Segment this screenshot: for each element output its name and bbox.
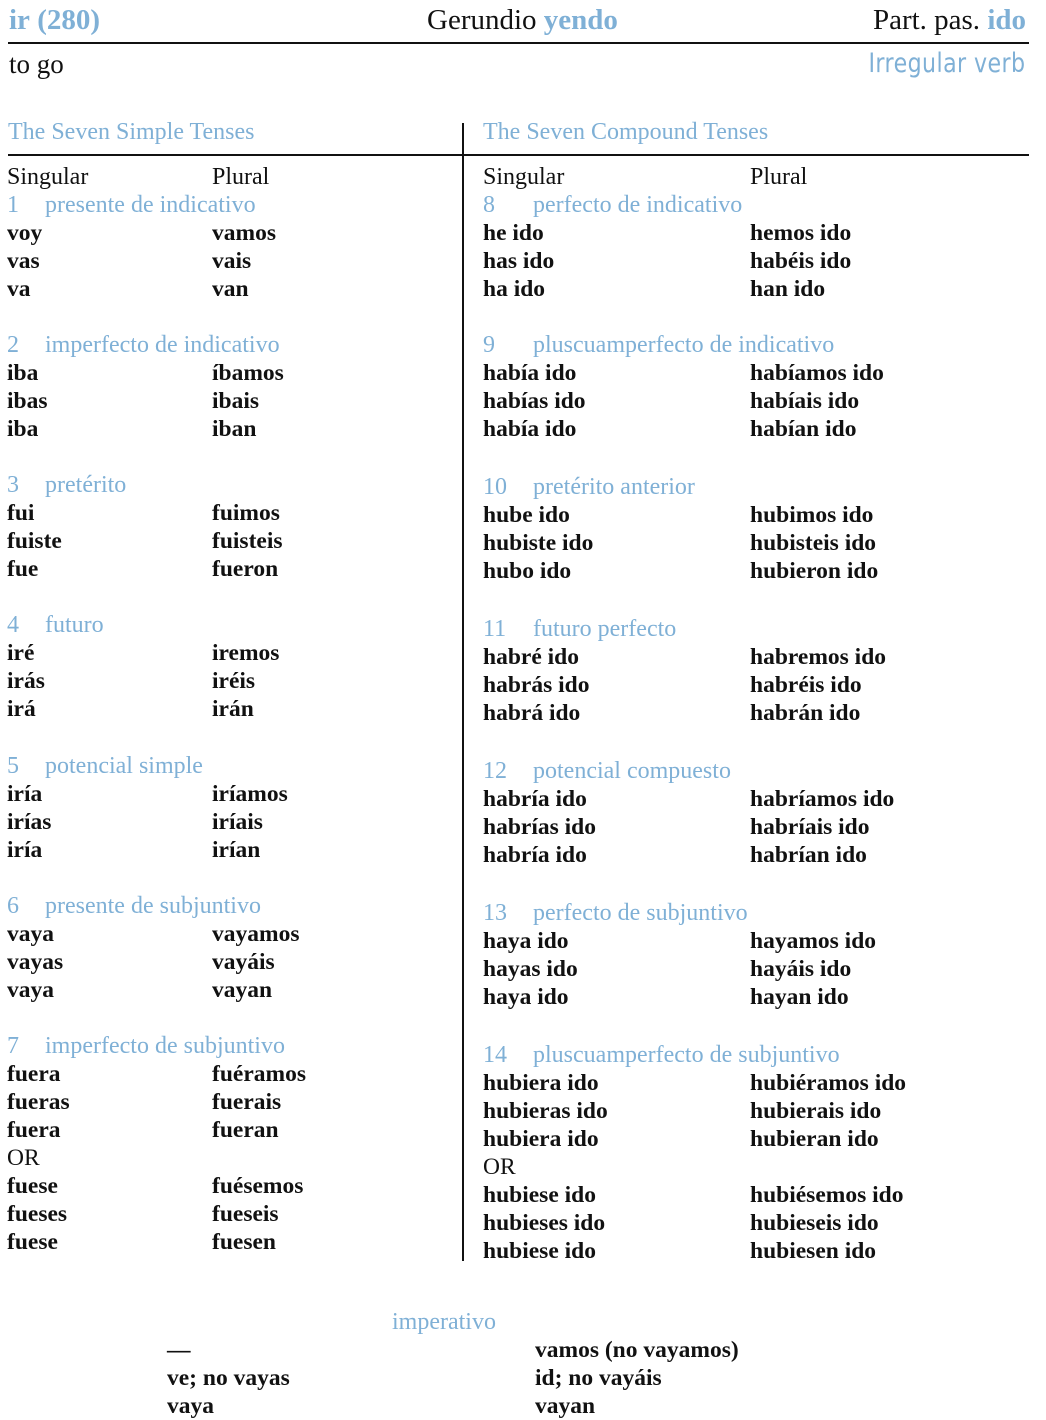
plural-form: vamos [212, 220, 276, 246]
verb-number: (280) [37, 4, 101, 36]
singular-form: iría [7, 781, 43, 807]
conjugation-row [7, 275, 457, 303]
number-header [483, 163, 1033, 191]
imperative-singular: vaya [167, 1393, 214, 1419]
tense-name: imperfecto de subjuntivo [45, 1033, 285, 1059]
conjugation-row [483, 275, 1033, 303]
conjugation-row [483, 529, 1033, 557]
gerund-label: Gerundio [427, 4, 537, 36]
singular-form: has ido [483, 248, 555, 274]
plural-form: han ido [750, 276, 826, 302]
singular-form: vaya [7, 921, 54, 947]
tense-title [7, 471, 457, 499]
tense-title [7, 611, 457, 639]
tense-block-3 [7, 471, 457, 583]
tense-name: perfecto de indicativo [533, 192, 743, 218]
tense-block-13 [483, 899, 1033, 1011]
plural-form: hemos ido [750, 220, 852, 246]
verb-heading [9, 2, 100, 38]
tense-block-9 [483, 331, 1033, 443]
plural-form: hayan ido [750, 984, 849, 1010]
plural-form: habían ido [750, 416, 857, 442]
tense-name: pretérito anterior [533, 474, 695, 500]
plural-form: fueron [212, 556, 279, 582]
conjugation-row [7, 1116, 457, 1144]
conjugation-row [483, 1181, 1033, 1209]
conjugation-row [7, 836, 457, 864]
conjugation-row [483, 387, 1033, 415]
plural-form: ibais [212, 388, 260, 414]
plural-form: fuesen [212, 1229, 276, 1255]
singular-form: fue [7, 556, 39, 582]
or-separator: OR [7, 1145, 40, 1171]
singular-form: hubiese ido [483, 1238, 596, 1264]
plural-form: iríamos [212, 781, 288, 807]
singular-form: hubieras ido [483, 1098, 608, 1124]
singular-form: fueras [7, 1089, 70, 1115]
singular-form: fueses [7, 1201, 68, 1227]
tense-block-7 [7, 1032, 457, 1256]
imperative-title: imperativo [392, 1309, 496, 1335]
tense-block-8 [483, 191, 1033, 303]
singular-label: Singular [483, 164, 565, 190]
singular-form: iba [7, 360, 39, 386]
plural-form: fuimos [212, 500, 280, 526]
conjugation-row [7, 1060, 457, 1088]
tense-number: 7 [7, 1033, 19, 1059]
conjugation-row [7, 387, 457, 415]
singular-form: irás [7, 668, 45, 694]
conjugation-row [483, 1097, 1033, 1125]
participle-label: Part. pas. [872, 4, 981, 36]
conjugation-row [7, 247, 457, 275]
conjugation-row [483, 955, 1033, 983]
simple-tenses-column [7, 163, 457, 1256]
participle-heading [873, 2, 1026, 38]
singular-form: habrá ido [483, 700, 581, 726]
plural-label: Plural [750, 164, 808, 190]
tense-block-1 [7, 191, 457, 303]
plural-form: iban [212, 416, 257, 442]
singular-form: hubieses ido [483, 1210, 606, 1236]
singular-form: ibas [7, 388, 48, 414]
tense-number: 5 [7, 753, 19, 779]
conjugation-row [483, 247, 1033, 275]
conjugation-row [483, 415, 1033, 443]
singular-form: he ido [483, 220, 544, 246]
tense-title [7, 1032, 457, 1060]
conjugation-row [483, 841, 1033, 869]
tense-number: 13 [483, 900, 507, 926]
tense-block-6 [7, 892, 457, 1004]
tense-block-2 [7, 331, 457, 443]
singular-form: habría ido [483, 842, 587, 868]
number-header [7, 163, 457, 191]
plural-form: hubieran ido [750, 1126, 879, 1152]
tense-name: imperfecto de indicativo [45, 332, 280, 358]
plural-form: habrían ido [750, 842, 867, 868]
plural-form: van [212, 276, 249, 302]
tense-number: 8 [483, 192, 495, 218]
plural-form: fuésemos [212, 1173, 304, 1199]
tense-number: 6 [7, 893, 19, 919]
singular-form: vaya [7, 977, 54, 1003]
singular-form: fuese [7, 1173, 58, 1199]
plural-form: hubiésemos ido [750, 1182, 904, 1208]
plural-form: hubisteis ido [750, 530, 877, 556]
tense-number: 12 [483, 758, 507, 784]
tense-name: pluscuamperfecto de subjuntivo [533, 1042, 840, 1068]
tense-number: 2 [7, 332, 19, 358]
plural-form: hubiéramos ido [750, 1070, 907, 1096]
plural-form: fuerais [212, 1089, 282, 1115]
singular-form: habías ido [483, 388, 586, 414]
singular-form: irías [7, 809, 52, 835]
plural-form: habríamos ido [750, 786, 895, 812]
conjugation-row [7, 1228, 457, 1256]
tense-title [483, 191, 1033, 219]
imperative-plural: vayan [535, 1393, 596, 1419]
singular-form: habré ido [483, 644, 579, 670]
plural-form: hubiesen ido [750, 1238, 877, 1264]
plural-form: irán [212, 696, 254, 722]
tense-title [7, 191, 457, 219]
plural-form: iremos [212, 640, 280, 666]
tense-name: presente de subjuntivo [45, 893, 261, 919]
singular-form: iré [7, 640, 35, 666]
conjugation-row [7, 415, 457, 443]
plural-form: habrán ido [750, 700, 861, 726]
plural-form: vayamos [212, 921, 300, 947]
columns-rule [8, 154, 1029, 156]
singular-form: hube ido [483, 502, 570, 528]
singular-form: hubiste ido [483, 530, 594, 556]
conjugation-row [7, 920, 457, 948]
conjugation-row [7, 976, 457, 1004]
imperative-singular: — [167, 1337, 191, 1363]
tense-block-11 [483, 615, 1033, 727]
tense-number: 11 [483, 616, 507, 642]
simple-tenses-title: The Seven Simple Tenses [8, 119, 255, 145]
plural-form: íbamos [212, 360, 284, 386]
participle-value: ido [987, 4, 1026, 36]
plural-form: hubieseis ido [750, 1210, 879, 1236]
compound-tenses-title: The Seven Compound Tenses [483, 119, 769, 145]
plural-form: vayáis [212, 949, 275, 975]
singular-form: ha ido [483, 276, 546, 302]
tense-number: 10 [483, 474, 507, 500]
tense-name: perfecto de subjuntivo [533, 900, 748, 926]
tense-block-4 [7, 611, 457, 723]
plural-form: vais [212, 248, 252, 274]
tense-title [483, 615, 1033, 643]
tense-name: pluscuamperfecto de indicativo [533, 332, 835, 358]
conjugation-row [483, 643, 1033, 671]
singular-form: habría ido [483, 786, 587, 812]
tense-number: 1 [7, 192, 19, 218]
tense-block-14 [483, 1041, 1033, 1265]
tense-title [7, 331, 457, 359]
tense-title [483, 757, 1033, 785]
conjugation-row [483, 785, 1033, 813]
singular-form: habrás ido [483, 672, 590, 698]
singular-form: hubiera ido [483, 1070, 599, 1096]
conjugation-row [483, 501, 1033, 529]
singular-form: hubo ido [483, 558, 572, 584]
tense-name: futuro perfecto [533, 616, 677, 642]
plural-form: habíais ido [750, 388, 860, 414]
plural-form: iréis [212, 668, 256, 694]
singular-form: había ido [483, 360, 577, 386]
singular-form: hayas ido [483, 956, 578, 982]
verb-meaning: to go [9, 49, 64, 79]
conjugation-row [483, 219, 1033, 247]
plural-form: hayamos ido [750, 928, 877, 954]
conjugation-row [7, 1088, 457, 1116]
singular-label: Singular [7, 164, 89, 190]
or-separator: OR [483, 1154, 516, 1180]
verb-type: Irregular verb [868, 48, 1026, 79]
plural-form: habremos ido [750, 644, 887, 670]
plural-form: hubierais ido [750, 1098, 882, 1124]
plural-form: habréis ido [750, 672, 862, 698]
tense-number: 3 [7, 472, 19, 498]
verb-infinitive: ir [9, 4, 30, 36]
conjugation-row [7, 1172, 457, 1200]
singular-form: fuera [7, 1117, 61, 1143]
tense-name: presente de indicativo [45, 192, 256, 218]
conjugation-row [483, 359, 1033, 387]
plural-form: habéis ido [750, 248, 852, 274]
tense-block-5 [7, 752, 457, 864]
conjugation-row [7, 219, 457, 247]
conjugation-row [483, 1209, 1033, 1237]
plural-form: habríais ido [750, 814, 870, 840]
conjugation-row [7, 695, 457, 723]
singular-form: había ido [483, 416, 577, 442]
tense-name: potencial compuesto [533, 758, 731, 784]
tense-title [7, 752, 457, 780]
conjugation-row [7, 499, 457, 527]
plural-form: habíamos ido [750, 360, 884, 386]
singular-form: iría [7, 837, 43, 863]
tense-number: 4 [7, 612, 19, 638]
tense-name: pretérito [45, 472, 127, 498]
conjugation-row [483, 1125, 1033, 1153]
tense-block-10 [483, 473, 1033, 585]
compound-tenses-column [483, 163, 1033, 1265]
singular-form: hubiera ido [483, 1126, 599, 1152]
singular-form: habrías ido [483, 814, 596, 840]
singular-form: vayas [7, 949, 64, 975]
conjugation-row [7, 667, 457, 695]
singular-form: fuera [7, 1061, 61, 1087]
tense-title [7, 892, 457, 920]
header-rule [8, 42, 1029, 44]
tense-name: potencial simple [45, 753, 203, 779]
conjugation-row [483, 1237, 1033, 1265]
plural-form: fueseis [212, 1201, 279, 1227]
plural-form: irían [212, 837, 261, 863]
conjugation-row [483, 557, 1033, 585]
singular-form: vas [7, 248, 40, 274]
tense-title [483, 1041, 1033, 1069]
conjugation-row [7, 555, 457, 583]
singular-form: va [7, 276, 31, 302]
imperative-plural: vamos (no vayamos) [535, 1337, 739, 1363]
plural-form: fueran [212, 1117, 279, 1143]
tense-title [483, 899, 1033, 927]
conjugation-row [483, 813, 1033, 841]
plural-form: iríais [212, 809, 263, 835]
singular-form: iba [7, 416, 39, 442]
conjugation-row [7, 808, 457, 836]
column-divider [462, 123, 464, 1261]
plural-form: hubieron ido [750, 558, 879, 584]
tense-number: 9 [483, 332, 495, 358]
conjugation-row [483, 671, 1033, 699]
plural-form: fuisteis [212, 528, 283, 554]
singular-form: haya ido [483, 928, 569, 954]
tense-block-12 [483, 757, 1033, 869]
singular-form: fui [7, 500, 35, 526]
singular-form: fuese [7, 1229, 58, 1255]
singular-form: haya ido [483, 984, 569, 1010]
tense-name: futuro [45, 612, 104, 638]
conjugation-row [483, 927, 1033, 955]
plural-form: vayan [212, 977, 273, 1003]
plural-label: Plural [212, 164, 270, 190]
plural-form: hayáis ido [750, 956, 852, 982]
gerund-value: yendo [543, 4, 618, 36]
conjugation-row [483, 1069, 1033, 1097]
tense-title [483, 473, 1033, 501]
singular-form: irá [7, 696, 36, 722]
singular-form: voy [7, 220, 43, 246]
imperative-singular: ve; no vayas [167, 1365, 290, 1391]
conjugation-row [7, 527, 457, 555]
plural-form: hubimos ido [750, 502, 874, 528]
conjugation-row [7, 359, 457, 387]
conjugation-row [7, 780, 457, 808]
tense-title [483, 331, 1033, 359]
plural-form: fuéramos [212, 1061, 306, 1087]
conjugation-row [7, 639, 457, 667]
singular-form: hubiese ido [483, 1182, 596, 1208]
imperative-plural: id; no vayáis [535, 1365, 662, 1391]
conjugation-row [483, 983, 1033, 1011]
conjugation-row [7, 1200, 457, 1228]
tense-number: 14 [483, 1042, 507, 1068]
gerund-heading [427, 2, 618, 38]
singular-form: fuiste [7, 528, 62, 554]
conjugation-row [483, 699, 1033, 727]
conjugation-row [7, 948, 457, 976]
